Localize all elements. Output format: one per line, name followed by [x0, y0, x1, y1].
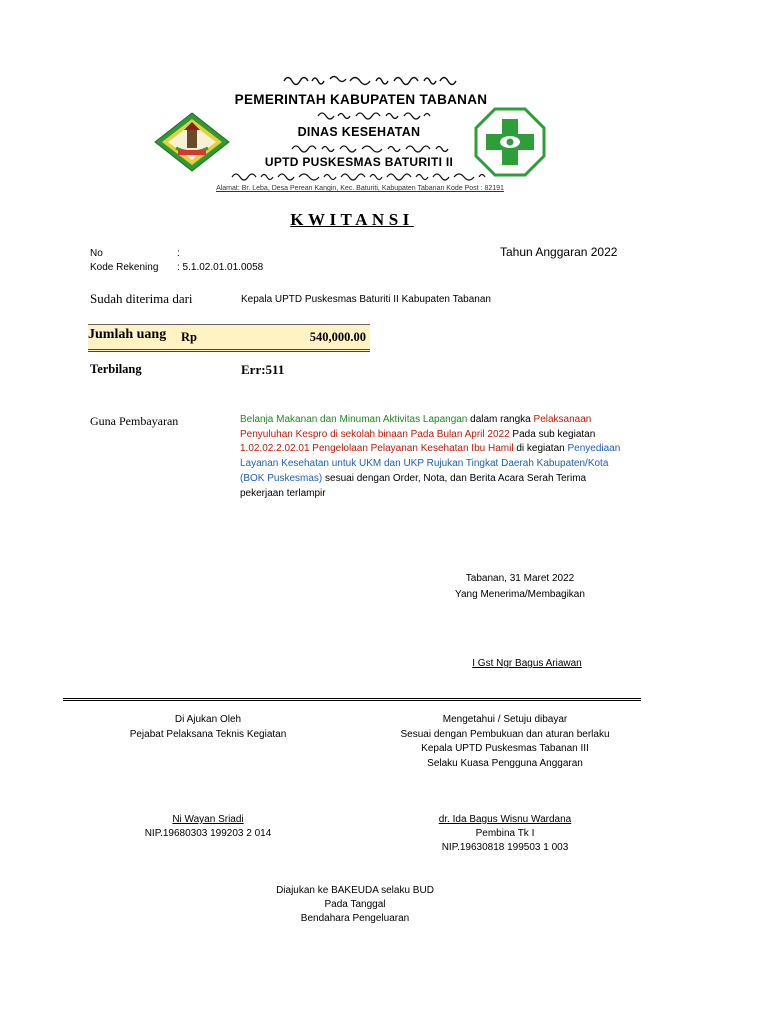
amount-value: 540,000.00	[309, 330, 366, 344]
footer-line-3: Bendahara Pengeluaran	[300, 913, 410, 924]
kode-rekening-label: Kode Rekening	[90, 262, 159, 273]
received-from-value: Kepala UPTD Puskesmas Baturiti II Kabupaten Tabanan	[241, 294, 491, 305]
document-title: KWITANSI	[290, 210, 414, 229]
recipient-name: I Gst Ngr Bagus Ariawan	[472, 658, 582, 669]
amount-label: Jumlah uang	[88, 327, 167, 342]
no-label: No	[90, 248, 103, 259]
left-sign-line-1: Di Ajukan Oleh	[174, 714, 242, 725]
header-government-title: PEMERINTAH KABUPATEN TABANAN	[234, 92, 488, 107]
guna-part-2: dalam rangka	[467, 414, 534, 425]
header-address: Alamat: Br. Leba, Desa Perean Kangin, Kec. Baturiti, Kabupaten Tabanan Kode Post : 82191	[216, 185, 504, 192]
right-sign-name: dr. Ida Bagus Wisnu Wardana	[438, 814, 572, 825]
guna-pembayaran-text	[240, 413, 632, 501]
amount-currency: Rp	[181, 330, 197, 344]
header-unit-title: UPTD PUSKESMAS BATURITI II	[264, 155, 454, 169]
guna-part-6: di kegiatan	[513, 443, 568, 455]
recipient-role: Yang Menerima/Membagikan	[455, 589, 585, 600]
regency-emblem-logo	[154, 112, 230, 172]
no-value: :	[177, 248, 180, 259]
left-sign-name: Ni Wayan Sriadi	[172, 814, 244, 825]
guna-part-8: sesuai dengan Order, Nota, dan Berita Acara Serah Terima pekerjaan terlampir	[240, 472, 587, 499]
terbilang-value: Err:511	[241, 362, 285, 377]
kode-rekening-value: : 5.1.02.01.01.0058	[177, 262, 264, 273]
right-sign-line-4: Selaku Kuasa Pengguna Anggaran	[427, 758, 583, 769]
balinese-script-line-1	[282, 73, 462, 94]
right-sign-nip: NIP.19630818 199503 1 003	[441, 842, 569, 853]
terbilang-label: Terbilang	[90, 362, 142, 376]
right-sign-line-1: Mengetahui / Setuju dibayar	[442, 714, 568, 725]
right-sign-rank: Pembina Tk I	[475, 828, 535, 839]
tahun-anggaran: Tahun Anggaran 2022	[500, 245, 618, 259]
guna-part-4: Pada sub kegiatan	[509, 428, 596, 440]
guna-part-5: 1.02.02.2.02.01 Pengelolaan Pelayanan Kesehatan Ibu Hamil	[240, 443, 514, 455]
signature-divider	[63, 698, 641, 701]
left-sign-line-2: Pejabat Pelaksana Teknis Kegiatan	[129, 729, 287, 740]
header-department-title: DINAS KESEHATAN	[297, 125, 421, 139]
left-sign-nip: NIP.19680303 199203 2 014	[144, 828, 272, 839]
recipient-place-date: Tabanan, 31 Maret 2022	[465, 573, 575, 584]
guna-pembayaran-label: Guna Pembayaran	[90, 414, 179, 428]
footer-line-1: Diajukan ke BAKEUDA selaku BUD	[276, 885, 434, 896]
guna-part-1: Belanja Makanan dan Minuman Aktivitas Lapangan	[240, 414, 468, 425]
right-sign-line-3: Kepala UPTD Puskesmas Tabanan III	[421, 743, 589, 754]
guna-part-3: Pelaksanaan Penyuluhan Kespro di sekolah binaan Pada Bulan April 2022	[240, 414, 592, 440]
guna-part-7: Penyediaan Layanan Kesehatan untuk UKM dan UKP Rujukan Tingkat Daerah Kabupaten/Kota (BOK Puskesmas)	[240, 443, 621, 484]
right-sign-line-2: Sesuai dengan Pembukuan dan aturan berlaku	[400, 729, 610, 740]
received-from-label: Sudah diterima dari	[90, 291, 193, 306]
footer-line-2: Pada Tanggal	[324, 899, 386, 910]
